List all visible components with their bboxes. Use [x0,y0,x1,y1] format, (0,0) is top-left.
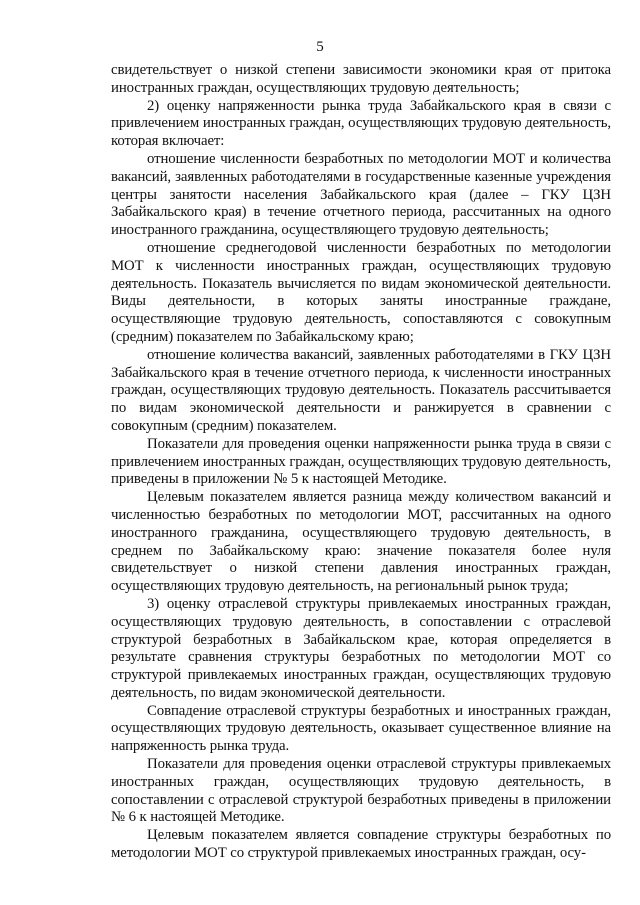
paragraph-4: отношение среднегодовой численности безработных по методологии МОТ к численности иностранных граждан, осуществляющих трудовую деятельность. Показатель вычисляется по видам экономической деятельности. Виды деятельности, в которых заняты иностранные граждане, осуществляющие трудовую деятельность, сопоставляются с совокупным (средним) показателем по Забайкальскому краю; [111,239,611,345]
page-number: 5 [316,39,324,55]
paragraph-9: Совпадение отраслевой структуры безработных и иностранных граждан, осуществляющих трудовую деятельность, оказывает существенное влияние на напряженность рынка труда. [111,702,611,755]
paragraph-1: свидетельствует о низкой степени зависимости экономики края от притока иностранных граждан, осуществляющих трудовую деятельность; [111,62,611,96]
paragraph-8: 3) оценку отраслевой структуры привлекаемых иностранных граждан, осуществляющих трудовую деятельность, в сопоставлении с отраслевой структурой безработных в Забайкальском крае, которая определяется в результате сравнения структуры безработных по методологии МОТ со структурой привлекаемых иностранных граждан, осуществляющих трудовую деятельность, по видам экономической деятельности. [111,595,611,701]
paragraph-5: отношение количества вакансий, заявленных работодателями в ГКУ ЦЗН Забайкальского края в течение отчетного периода, к численности иностранных граждан, осуществляющих трудовую деятельность. Показатель рассчитывается по видам экономической деятельности и ранжируется в сравнении с совокупным (средним) показателем. [111,346,611,434]
paragraph-2: 2) оценку напряженности рынка труда Забайкальского края в связи с привлечением иностранных граждан, осуществляющих трудовую деятельность, которая включает: [111,97,611,150]
document-body [111,62,611,863]
paragraph-10: Показатели для проведения оценки отраслевой структуры привлекаемых иностранных граждан, осуществляющих трудовую деятельность, в сопоставлении с отраслевой структурой безработных приведены в приложении № 6 к настоящей Методике. [111,756,611,826]
paragraph-6: Показатели для проведения оценки напряженности рынка труда в связи с привлечением иностранных граждан, осуществляющих трудовую деятельность, приведены в приложении № 5 к настоящей Методике. [111,435,611,488]
paragraph-7: Целевым показателем является разница между количеством вакансий и численностью безработных по методологии МОТ, рассчитанных на одного иностранного гражданина, осуществляющего трудовую деятельность, в среднем по Забайкальскому краю: значение показателя более нуля свидетельствует о низкой степени давления иностранных граждан, осуществляющих трудовую деятельность, на региональный рынок труда; [111,489,611,595]
paragraph-11: Целевым показателем является совпадение структуры безработных по методологии МОТ со структурой привлекаемых иностранных граждан, осу- [111,827,611,862]
paragraph-3: отношение численности безработных по методологии МОТ и количества вакансий, заявленных работодателями в государственные казенные учреждения центры занятости населения Забайкальского края (далее – ГКУ ЦЗН Забайкальского края) в течение отчетного периода, рассчитанных на одного иностранного гражданина, осуществляющего трудовую деятельность; [111,150,611,239]
